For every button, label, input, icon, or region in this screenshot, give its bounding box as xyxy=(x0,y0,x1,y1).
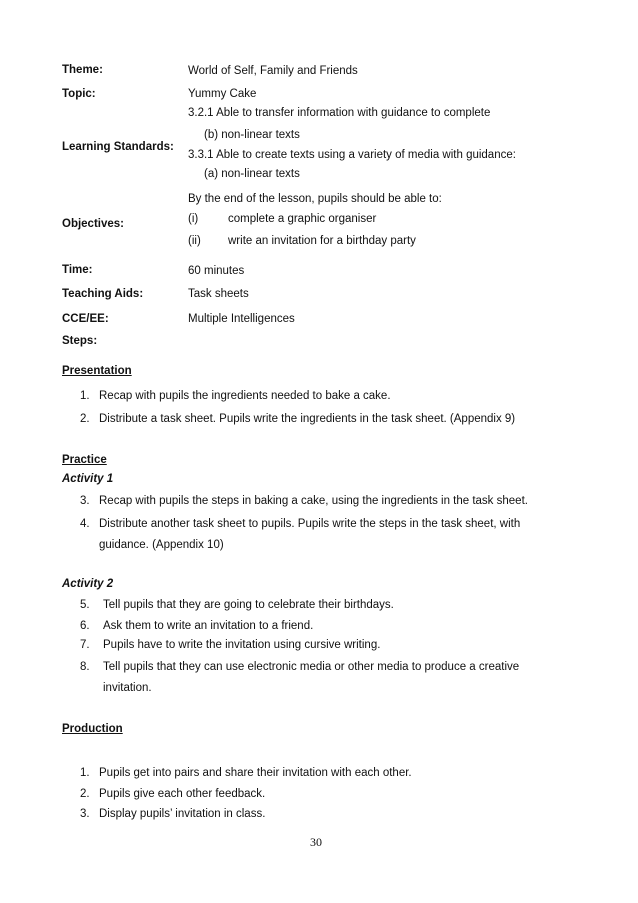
list-item: Tell pupils that they are going to celebrate their birthdays. xyxy=(103,599,394,611)
teaching-aids-value: Task sheets xyxy=(188,288,249,300)
list-item-num: 3. xyxy=(80,495,90,507)
list-item: Recap with pupils the steps in baking a cake, using the ingredients in the task sheet. xyxy=(99,495,528,507)
list-item-num: 5. xyxy=(80,599,90,611)
list-item: Display pupils’ invitation in class. xyxy=(99,808,266,820)
list-item-num: 3. xyxy=(80,808,90,820)
topic-label: Topic: xyxy=(62,88,96,100)
learning-standard-321-b: (b) non-linear texts xyxy=(204,129,300,141)
learning-standard-331: 3.3.1 Able to create texts using a variety of media with guidance: xyxy=(188,149,516,161)
objective-text: complete a graphic organiser xyxy=(228,213,377,225)
theme-value: World of Self, Family and Friends xyxy=(188,65,358,77)
steps-label: Steps: xyxy=(62,335,98,347)
list-item: Distribute a task sheet. Pupils write the ingredients in the task sheet. (Appendix 9) xyxy=(99,413,516,425)
list-item-num: 4. xyxy=(80,518,90,530)
time-value: 60 minutes xyxy=(188,265,245,277)
list-item-num: 2. xyxy=(80,413,90,425)
presentation-heading: Presentation xyxy=(62,365,132,377)
list-item: Pupils give each other feedback. xyxy=(99,788,266,800)
learning-standard-331-a: (a) non-linear texts xyxy=(204,168,300,180)
activity-1-heading: Activity 1 xyxy=(62,473,114,485)
list-item-num: 6. xyxy=(80,620,90,632)
topic-value: Yummy Cake xyxy=(188,88,257,100)
theme-label: Theme: xyxy=(62,64,103,76)
objectives-label: Objectives: xyxy=(62,218,124,230)
objective-num: (ii) xyxy=(188,235,201,247)
list-item-num: 7. xyxy=(80,639,90,651)
production-heading: Production xyxy=(62,723,123,735)
list-item-num: 8. xyxy=(80,661,90,673)
page-number: 30 xyxy=(310,835,322,849)
objective-text: write an invitation for a birthday party xyxy=(228,235,416,247)
list-item-num: 1. xyxy=(80,767,90,779)
time-label: Time: xyxy=(62,264,93,276)
cce-value: Multiple Intelligences xyxy=(188,313,295,325)
list-item-continuation: guidance. (Appendix 10) xyxy=(99,539,224,551)
learning-standard-321: 3.2.1 Able to transfer information with guidance to complete xyxy=(188,107,491,119)
list-item-num: 1. xyxy=(80,390,90,402)
list-item: Tell pupils that they can use electronic media or other media to produce a creative xyxy=(103,661,520,673)
list-item-num: 2. xyxy=(80,788,90,800)
activity-2-heading: Activity 2 xyxy=(62,578,114,590)
practice-heading: Practice xyxy=(62,454,107,466)
cce-label: CCE/EE: xyxy=(62,313,109,325)
list-item: Recap with pupils the ingredients needed to bake a cake. xyxy=(99,390,391,402)
objectives-intro: By the end of the lesson, pupils should be able to: xyxy=(188,193,442,205)
list-item: Pupils have to write the invitation using cursive writing. xyxy=(103,639,381,651)
list-item: Pupils get into pairs and share their invitation with each other. xyxy=(99,767,412,779)
learning-standards-label: Learning Standards: xyxy=(62,141,174,153)
list-item: Distribute another task sheet to pupils. Pupils write the steps in the task sheet, with xyxy=(99,518,521,530)
teaching-aids-label: Teaching Aids: xyxy=(62,288,144,300)
list-item: Ask them to write an invitation to a friend. xyxy=(103,620,314,632)
list-item-continuation: invitation. xyxy=(103,682,152,694)
objective-num: (i) xyxy=(188,213,199,225)
